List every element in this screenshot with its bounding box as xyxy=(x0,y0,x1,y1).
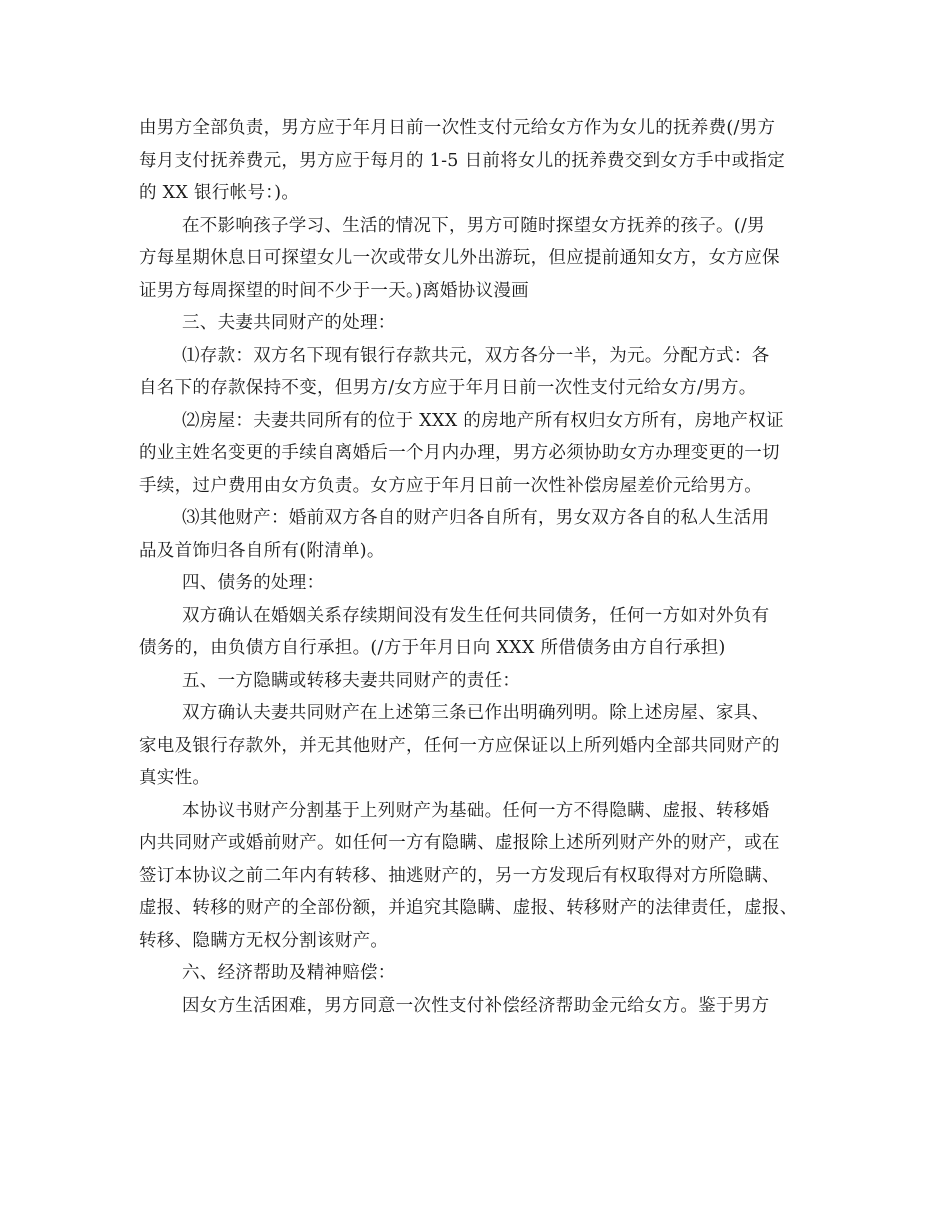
text-line: 自名下的存款保持不变，但男方/女方应于年月日前一次性支付元给女方/男方。 xyxy=(139,378,757,398)
text-line: 手续，过户费用由女方负责。女方应于年月日前一次性补偿房屋差价元给男方。 xyxy=(139,475,762,496)
paragraph-start-line: 本协议书财产分割基于上列财产为基础。任何一方不得隐瞒、虚报、转移婚 xyxy=(182,800,770,821)
text-line: 品及首饰归各自所有(附清单)。 xyxy=(139,540,385,561)
text-line: 的 XX 银行帐号：)。 xyxy=(139,183,300,203)
paragraph-start-line: 双方确认在婚姻关系存续期间没有发生任何共同债务，任何一方如对外负有 xyxy=(182,605,770,626)
section-heading: 五、一方隐瞒或转移夫妻共同财产的责任： xyxy=(182,670,521,691)
text-line: 每月支付抚养费元，男方应于每月的 1-5 日前将女儿的抚养费交到女方手中或指定 xyxy=(139,150,786,171)
paragraph-start-line: 在不影响孩子学习、生活的情况下，男方可随时探望女方抚养的孩子。(/男 xyxy=(182,215,765,236)
text-line: 真实性。 xyxy=(139,768,211,788)
text-line: 的业主姓名变更的手续自离婚后一个月内办理，男方必须协助女方办理变更的一切 xyxy=(139,443,780,463)
paragraph-start-line: ⑴存款：双方名下现有银行存款共元，双方各分一半，为元。分配方式：各 xyxy=(182,345,770,366)
section-heading: 六、经济帮助及精神赔偿： xyxy=(182,963,396,983)
paragraph-start-line: 因女方生活困难，男方同意一次性支付补偿经济帮助金元给女方。鉴于男方 xyxy=(182,995,770,1016)
text-line: 证男方每周探望的时间不少于一天。)离婚协议漫画 xyxy=(139,280,529,301)
text-line: 虚报、转移的财产的全部份额，并追究其隐瞒、虚报、转移财产的法律责任，虚报、 xyxy=(139,898,798,918)
paragraph-start-line: 双方确认夫妻共同财产在上述第三条已作出明确列明。除上述房屋、家具、 xyxy=(182,703,770,723)
text-line: 家电及银行存款外，并无其他财产，任何一方应保证以上所列婚内全部共同财产的 xyxy=(139,735,780,756)
text-line: 方每星期休息日可探望女儿一次或带女儿外出游玩，但应提前通知女方，女方应保 xyxy=(139,248,780,268)
text-line: 由男方全部负责，男方应于年月日前一次性支付元给女方作为女儿的抚养费(/男方 xyxy=(139,118,776,138)
paragraph-start-line: ⑶其他财产：婚前双方各自的财产归各自所有，男女双方各自的私人生活用 xyxy=(182,508,770,528)
section-heading: 三、夫妻共同财产的处理： xyxy=(182,313,396,333)
text-line: 签订本协议之前二年内有转移、抽逃财产的，另一方发现后有权取得对方所隐瞒、 xyxy=(139,865,780,886)
text-line: 债务的，由负债方自行承担。(/方于年月日向 XXX 所借债务由方自行承担) xyxy=(139,638,726,658)
text-line: 内共同财产或婚前财产。如任何一方有隐瞒、虚报除上述所列财产外的财产，或在 xyxy=(139,833,780,853)
paragraph-start-line: ⑵房屋：夫妻共同所有的位于 XXX 的房地产所有权归女方所有，房地产权证 xyxy=(182,410,784,431)
section-heading: 四、债务的处理： xyxy=(182,573,325,593)
document-body xyxy=(139,112,824,1022)
text-line: 转移、隐瞒方无权分割该财产。 xyxy=(139,930,389,951)
